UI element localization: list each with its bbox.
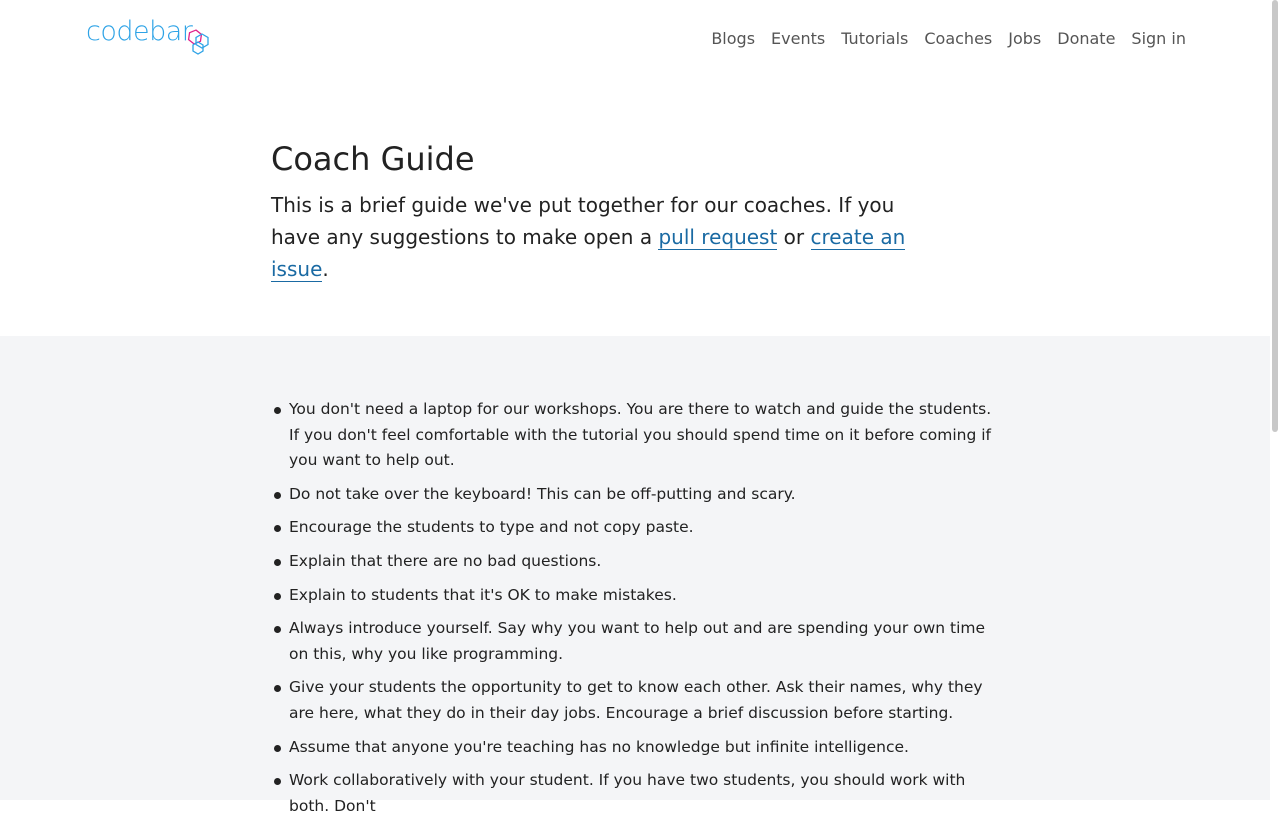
scrollbar-thumb[interactable] (1272, 0, 1278, 432)
bullet-icon (274, 525, 281, 532)
nav-sign-in[interactable]: Sign in (1131, 29, 1186, 48)
list-item-text: Explain that there are no bad questions. (289, 551, 602, 570)
bullet-icon (274, 626, 281, 633)
list-item (271, 675, 1001, 726)
list-item (271, 482, 1001, 508)
intro-text-mid: or (777, 225, 811, 249)
hexagon-logo-icon (186, 28, 212, 58)
page-title: Coach Guide (271, 140, 475, 178)
list-item-text: Always introduce yourself. Say why you want to help out and are spending your own time on this, why you like programming. (289, 619, 986, 663)
bullet-icon (274, 559, 281, 566)
bullet-icon (274, 778, 281, 785)
bullet-icon (274, 685, 281, 692)
list-item (271, 735, 1001, 761)
nav-tutorials[interactable]: Tutorials (841, 29, 909, 48)
list-item-text: Do not take over the keyboard! This can be off-putting and scary. (289, 484, 796, 503)
list-item-text: You don't need a laptop for our workshops. You are there to watch and guide the students. If you don't feel comfortable with the tutorial you should spend time on it before coming if you want to help out. (289, 400, 992, 470)
list-item (271, 616, 1001, 667)
guide-list (271, 397, 1001, 827)
bullet-icon (274, 745, 281, 752)
codebar-logo[interactable] (86, 14, 212, 58)
nav-events[interactable]: Events (771, 29, 826, 48)
intro-text (271, 189, 931, 285)
nav-donate[interactable]: Donate (1057, 29, 1116, 48)
list-item-text: Explain to students that it's OK to make mistakes. (289, 585, 677, 604)
nav-coaches[interactable]: Coaches (924, 29, 993, 48)
nav-blogs[interactable]: Blogs (711, 29, 756, 48)
bullet-icon (274, 492, 281, 499)
logo-text: codebar (86, 16, 193, 47)
bullet-icon (274, 407, 281, 414)
page-scrollbar[interactable] (1270, 0, 1280, 800)
site-header (0, 0, 1270, 80)
pull-request-link[interactable]: pull request (658, 225, 778, 249)
list-item (271, 515, 1001, 541)
main-nav (695, 27, 1186, 51)
nav-jobs[interactable]: Jobs (1008, 29, 1042, 48)
intro-text-after: . (322, 257, 329, 281)
list-item (271, 768, 1001, 819)
list-item-text: Assume that anyone you're teaching has no knowledge but infinite intelligence. (289, 737, 909, 756)
list-item (271, 549, 1001, 575)
create-issue-link[interactable]: create an issue (271, 225, 906, 281)
list-item-text: Work collaboratively with your student. If you have two students, you should work with both. Don't (289, 771, 966, 815)
list-item-text: Encourage the students to type and not copy paste. (289, 518, 694, 537)
intro-section (0, 80, 1270, 336)
bullet-icon (274, 593, 281, 600)
intro-text-before: This is a brief guide we've put together for our coaches. If you have any suggestions to make open a (271, 193, 895, 249)
list-item-text: Give your students the opportunity to get to know each other. Ask their names, why they are here, what they do in their day jobs. Encourage a brief discussion before starting. (289, 678, 983, 722)
list-item (271, 583, 1001, 609)
list-item (271, 397, 1001, 474)
guide-content (0, 336, 1270, 815)
